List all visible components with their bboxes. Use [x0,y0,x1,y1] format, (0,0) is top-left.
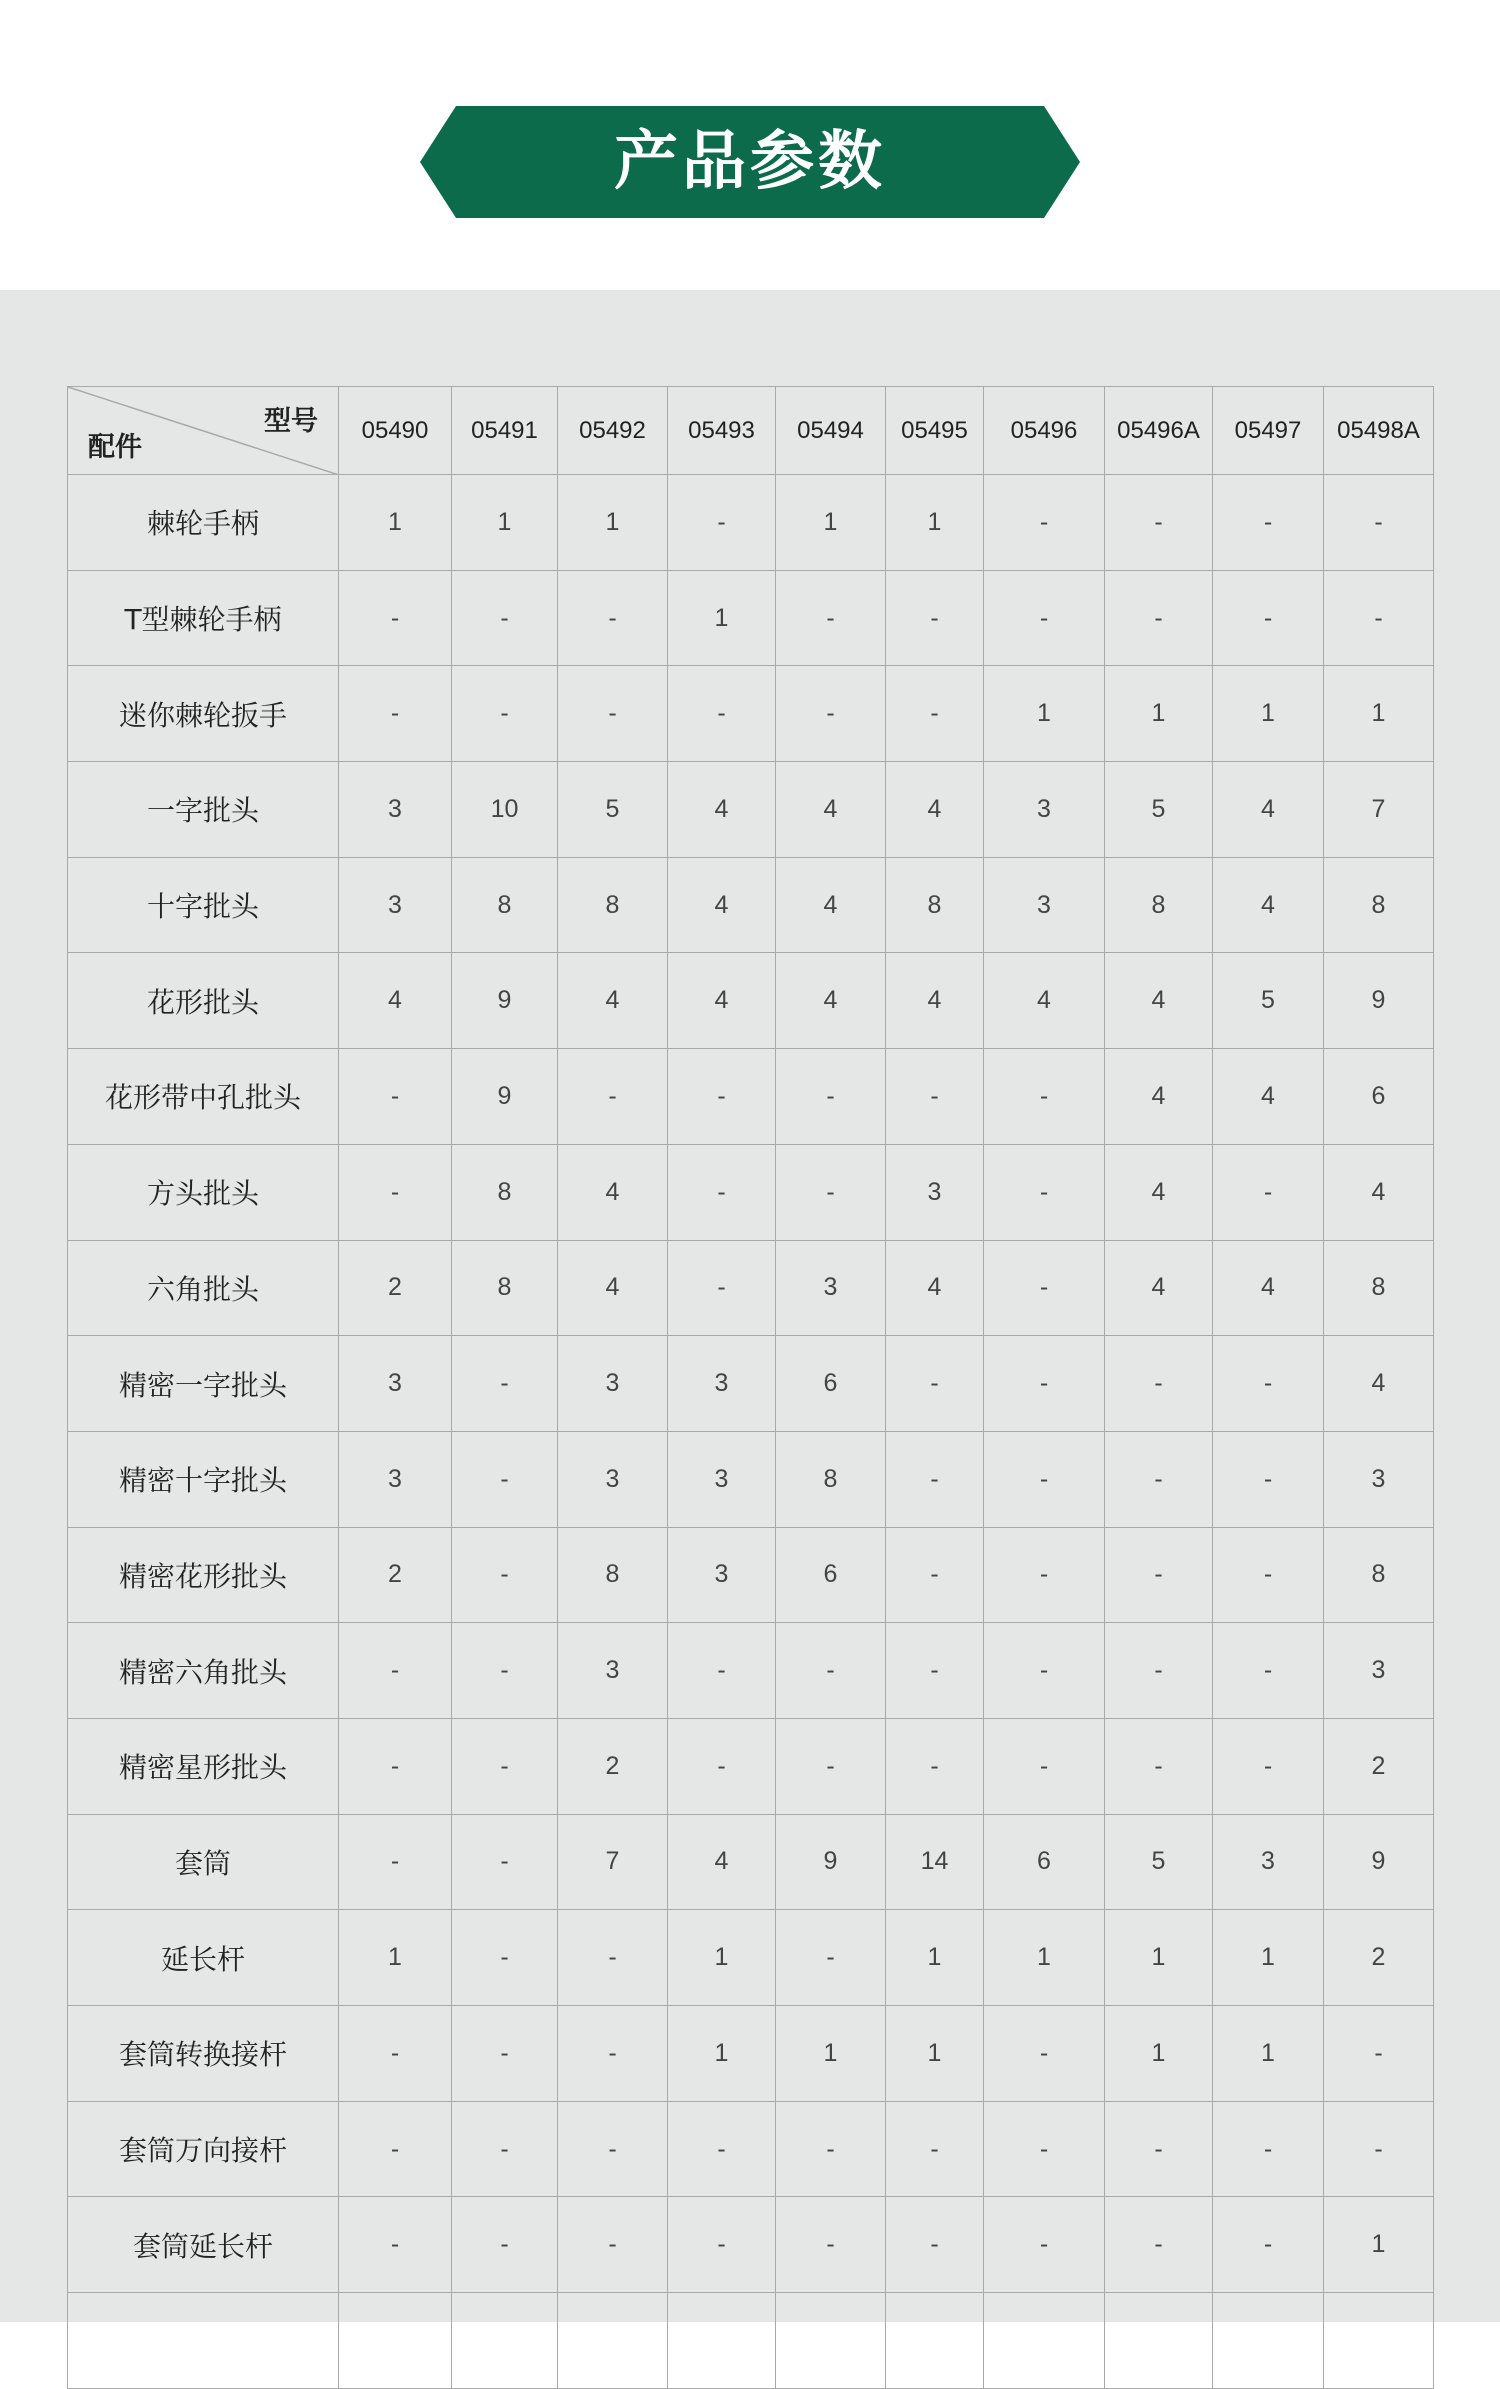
quantity-cell: 4 [668,953,776,1049]
quantity-cell: - [668,1623,776,1719]
quantity-cell: - [776,666,886,762]
quantity-cell: 7 [1324,762,1434,858]
quantity-cell: 1 [1213,1910,1324,2006]
part-name-cell: 套筒延长杆 [68,2197,339,2293]
quantity-cell: 3 [558,1623,668,1719]
quantity-cell: 2 [339,1527,452,1623]
quantity-cell: - [1213,1527,1324,1623]
quantity-cell: 4 [1213,1049,1324,1145]
quantity-cell: - [339,1144,452,1240]
quantity-cell: - [886,570,984,666]
quantity-cell: - [1105,1336,1213,1432]
quantity-cell: 2 [339,1240,452,1336]
quantity-cell: - [776,1910,886,2006]
quantity-cell: 8 [452,857,558,953]
quantity-cell: - [452,1910,558,2006]
quantity-cell: - [984,1336,1105,1432]
quantity-cell: - [984,570,1105,666]
table-row [68,1431,1434,1527]
quantity-cell: - [776,1144,886,1240]
quantity-cell: - [339,570,452,666]
quantity-cell: - [1105,1718,1213,1814]
model-header: 05498A [1324,387,1434,475]
title-banner [420,106,1080,218]
model-header: 05496 [984,387,1105,475]
quantity-cell: - [668,2197,776,2293]
quantity-cell [886,2293,984,2389]
quantity-cell: 1 [452,475,558,571]
quantity-cell: - [886,1718,984,1814]
quantity-cell: - [558,1049,668,1145]
quantity-cell: - [452,1814,558,1910]
corner-cell [68,387,339,475]
quantity-cell: 1 [1324,2197,1434,2293]
quantity-cell: - [984,2101,1105,2197]
table-row [68,2101,1434,2197]
quantity-cell: - [1213,570,1324,666]
corner-label-part: 配件 [88,432,142,463]
quantity-cell: - [339,2006,452,2102]
quantity-cell: 8 [886,857,984,953]
table-header-row [68,387,1434,475]
quantity-cell: 1 [1105,2006,1213,2102]
table-row [68,1527,1434,1623]
quantity-cell: - [558,2006,668,2102]
quantity-cell: 1 [886,2006,984,2102]
quantity-cell: - [339,1623,452,1719]
quantity-cell: 8 [558,857,668,953]
table-row [68,857,1434,953]
quantity-cell: - [668,2101,776,2197]
quantity-cell: 1 [1324,666,1434,762]
table-row [68,1049,1434,1145]
quantity-cell: 9 [452,1049,558,1145]
quantity-cell: 1 [1105,1910,1213,2006]
part-name-cell: 花形带中孔批头 [68,1049,339,1145]
spec-table [67,386,1434,2389]
part-name-cell: 六角批头 [68,1240,339,1336]
quantity-cell [668,2293,776,2389]
quantity-cell: 8 [776,1431,886,1527]
table-row [68,953,1434,1049]
table-row [68,2197,1434,2293]
quantity-cell: - [668,475,776,571]
quantity-cell: 10 [452,762,558,858]
part-name-cell: 精密一字批头 [68,1336,339,1432]
header-area [0,0,1500,290]
quantity-cell: - [1105,1431,1213,1527]
quantity-cell: - [886,1431,984,1527]
quantity-cell: 1 [339,475,452,571]
part-name-cell: 套筒转换接杆 [68,2006,339,2102]
quantity-cell: - [452,1527,558,1623]
quantity-cell: - [984,1527,1105,1623]
quantity-cell: 4 [886,762,984,858]
quantity-cell: 5 [1105,1814,1213,1910]
quantity-cell: - [1324,570,1434,666]
quantity-cell: - [1324,2006,1434,2102]
quantity-cell: 4 [1105,1144,1213,1240]
quantity-cell: - [984,1431,1105,1527]
quantity-cell: 1 [776,2006,886,2102]
quantity-cell: 2 [1324,1910,1434,2006]
part-name-cell: T型棘轮手柄 [68,570,339,666]
quantity-cell: 1 [984,666,1105,762]
quantity-cell: - [452,2006,558,2102]
quantity-cell: - [984,1718,1105,1814]
quantity-cell: - [984,2006,1105,2102]
part-name-cell: 十字批头 [68,857,339,953]
quantity-cell: - [776,2197,886,2293]
part-name-cell: 一字批头 [68,762,339,858]
quantity-cell: 8 [1324,1240,1434,1336]
quantity-cell: 8 [1324,857,1434,953]
model-header: 05496A [1105,387,1213,475]
quantity-cell: 8 [1324,1527,1434,1623]
quantity-cell: 4 [1105,1049,1213,1145]
table-row [68,1910,1434,2006]
quantity-cell: 4 [776,953,886,1049]
quantity-cell: 4 [984,953,1105,1049]
table-row [68,2293,1434,2389]
model-header: 05492 [558,387,668,475]
quantity-cell: - [1213,1336,1324,1432]
part-name-cell: 套筒 [68,1814,339,1910]
quantity-cell: - [886,1527,984,1623]
quantity-cell: 1 [776,475,886,571]
table-row [68,1718,1434,1814]
quantity-cell: 1 [1213,666,1324,762]
part-name-cell: 棘轮手柄 [68,475,339,571]
quantity-cell: - [452,2197,558,2293]
quantity-cell: 4 [558,1240,668,1336]
quantity-cell: - [984,1144,1105,1240]
table-row [68,1240,1434,1336]
quantity-cell [776,2293,886,2389]
quantity-cell: 3 [668,1527,776,1623]
quantity-cell: 6 [776,1527,886,1623]
table-row [68,475,1434,571]
quantity-cell: 1 [1105,666,1213,762]
quantity-cell: 4 [1213,1240,1324,1336]
quantity-cell: - [984,475,1105,571]
quantity-cell: - [668,1718,776,1814]
quantity-cell: 1 [558,475,668,571]
quantity-cell: 6 [1324,1049,1434,1145]
quantity-cell: - [452,1431,558,1527]
quantity-cell: - [984,1049,1105,1145]
quantity-cell: 3 [339,857,452,953]
quantity-cell: 3 [558,1431,668,1527]
quantity-cell: - [1105,570,1213,666]
quantity-cell: 3 [776,1240,886,1336]
quantity-cell: 5 [1213,953,1324,1049]
quantity-cell: - [339,2197,452,2293]
page-title: 产品参数 [614,125,886,199]
quantity-cell: - [776,570,886,666]
quantity-cell: - [886,666,984,762]
quantity-cell: - [1213,2101,1324,2197]
quantity-cell: 4 [668,762,776,858]
quantity-cell: 3 [984,857,1105,953]
model-header: 05490 [339,387,452,475]
quantity-cell: 4 [886,953,984,1049]
quantity-cell: - [452,1718,558,1814]
quantity-cell: 3 [1324,1623,1434,1719]
corner-label-model: 型号 [264,406,318,437]
quantity-cell: - [886,2101,984,2197]
quantity-cell: 5 [558,762,668,858]
quantity-cell: 4 [1213,762,1324,858]
model-header: 05495 [886,387,984,475]
part-name-cell: 精密星形批头 [68,1718,339,1814]
quantity-cell: 1 [1213,2006,1324,2102]
quantity-cell: - [558,666,668,762]
quantity-cell: - [1324,2101,1434,2197]
quantity-cell [339,2293,452,2389]
quantity-cell: 4 [1324,1144,1434,1240]
quantity-cell: 4 [776,762,886,858]
quantity-cell: 9 [1324,1814,1434,1910]
quantity-cell: - [776,1718,886,1814]
quantity-cell: - [339,1814,452,1910]
model-header: 05494 [776,387,886,475]
quantity-cell: - [984,1240,1105,1336]
quantity-cell: - [1213,2197,1324,2293]
quantity-cell: 2 [1324,1718,1434,1814]
quantity-cell: - [668,666,776,762]
quantity-cell: 4 [558,953,668,1049]
quantity-cell: 8 [452,1144,558,1240]
quantity-cell: - [452,2101,558,2197]
quantity-cell [558,2293,668,2389]
quantity-cell: 9 [1324,953,1434,1049]
table-row [68,1144,1434,1240]
quantity-cell: 14 [886,1814,984,1910]
part-name-cell [68,2293,339,2389]
quantity-cell: 1 [886,1910,984,2006]
part-name-cell: 套筒万向接杆 [68,2101,339,2197]
table-row [68,1336,1434,1432]
quantity-cell [452,2293,558,2389]
table-row [68,1814,1434,1910]
quantity-cell: - [886,2197,984,2293]
quantity-cell: 3 [558,1336,668,1432]
table-row [68,1623,1434,1719]
quantity-cell: 1 [339,1910,452,2006]
quantity-cell [1213,2293,1324,2389]
quantity-cell: - [339,1718,452,1814]
quantity-cell: 4 [886,1240,984,1336]
quantity-cell: - [1213,1144,1324,1240]
quantity-cell: 6 [776,1336,886,1432]
quantity-cell: - [886,1049,984,1145]
quantity-cell: 6 [984,1814,1105,1910]
part-name-cell: 精密花形批头 [68,1527,339,1623]
quantity-cell: 8 [1105,857,1213,953]
quantity-cell: - [1213,1623,1324,1719]
quantity-cell: - [1105,2101,1213,2197]
quantity-cell: - [1213,475,1324,571]
model-header: 05497 [1213,387,1324,475]
quantity-cell: - [452,666,558,762]
quantity-cell: 3 [1324,1431,1434,1527]
quantity-cell: - [1213,1718,1324,1814]
table-row [68,2006,1434,2102]
quantity-cell: - [668,1144,776,1240]
quantity-cell: - [558,570,668,666]
quantity-cell: 4 [668,1814,776,1910]
quantity-cell: - [886,1623,984,1719]
quantity-cell: 3 [339,1336,452,1432]
quantity-cell: - [1213,1431,1324,1527]
quantity-cell: - [776,1623,886,1719]
quantity-cell: 4 [668,857,776,953]
part-name-cell: 花形批头 [68,953,339,1049]
quantity-cell: 2 [558,1718,668,1814]
part-name-cell: 精密十字批头 [68,1431,339,1527]
quantity-cell: - [1105,1527,1213,1623]
quantity-cell: - [886,1336,984,1432]
quantity-cell: - [668,1049,776,1145]
quantity-cell: 3 [339,1431,452,1527]
quantity-cell: 4 [558,1144,668,1240]
quantity-cell: - [558,2197,668,2293]
quantity-cell: 8 [452,1240,558,1336]
quantity-cell: - [339,2101,452,2197]
table-row [68,666,1434,762]
quantity-cell: - [339,666,452,762]
model-header: 05491 [452,387,558,475]
quantity-cell: - [1105,475,1213,571]
quantity-cell: - [776,1049,886,1145]
quantity-cell: 1 [668,570,776,666]
quantity-cell: 3 [886,1144,984,1240]
quantity-cell: 1 [886,475,984,571]
quantity-cell: - [452,570,558,666]
quantity-cell: 1 [984,1910,1105,2006]
quantity-cell: - [339,1049,452,1145]
quantity-cell: 4 [1324,1336,1434,1432]
quantity-cell: - [776,2101,886,2197]
model-header: 05493 [668,387,776,475]
quantity-cell: 3 [668,1431,776,1527]
quantity-cell: - [452,1623,558,1719]
quantity-cell: 3 [339,762,452,858]
quantity-cell: 1 [668,1910,776,2006]
quantity-cell: 4 [339,953,452,1049]
quantity-cell: - [984,2197,1105,2293]
quantity-cell [984,2293,1105,2389]
quantity-cell: 8 [558,1527,668,1623]
quantity-cell: 3 [984,762,1105,858]
quantity-cell: - [984,1623,1105,1719]
quantity-cell: 4 [1213,857,1324,953]
part-name-cell: 迷你棘轮扳手 [68,666,339,762]
table-row [68,762,1434,858]
quantity-cell: 4 [776,857,886,953]
quantity-cell: 4 [1105,1240,1213,1336]
quantity-cell: 9 [776,1814,886,1910]
quantity-cell: 4 [1105,953,1213,1049]
quantity-cell: 7 [558,1814,668,1910]
table-row [68,570,1434,666]
quantity-cell: - [558,1910,668,2006]
quantity-cell: - [558,2101,668,2197]
part-name-cell: 延长杆 [68,1910,339,2006]
quantity-cell: - [452,1336,558,1432]
quantity-cell: 1 [668,2006,776,2102]
quantity-cell: 5 [1105,762,1213,858]
quantity-cell: 9 [452,953,558,1049]
quantity-cell: - [668,1240,776,1336]
quantity-cell: 3 [668,1336,776,1432]
quantity-cell [1324,2293,1434,2389]
quantity-cell [1105,2293,1213,2389]
table-body [68,475,1434,2389]
quantity-cell: - [1105,1623,1213,1719]
quantity-cell: - [1324,475,1434,571]
part-name-cell: 方头批头 [68,1144,339,1240]
part-name-cell: 精密六角批头 [68,1623,339,1719]
quantity-cell: 3 [1213,1814,1324,1910]
quantity-cell: - [1105,2197,1213,2293]
